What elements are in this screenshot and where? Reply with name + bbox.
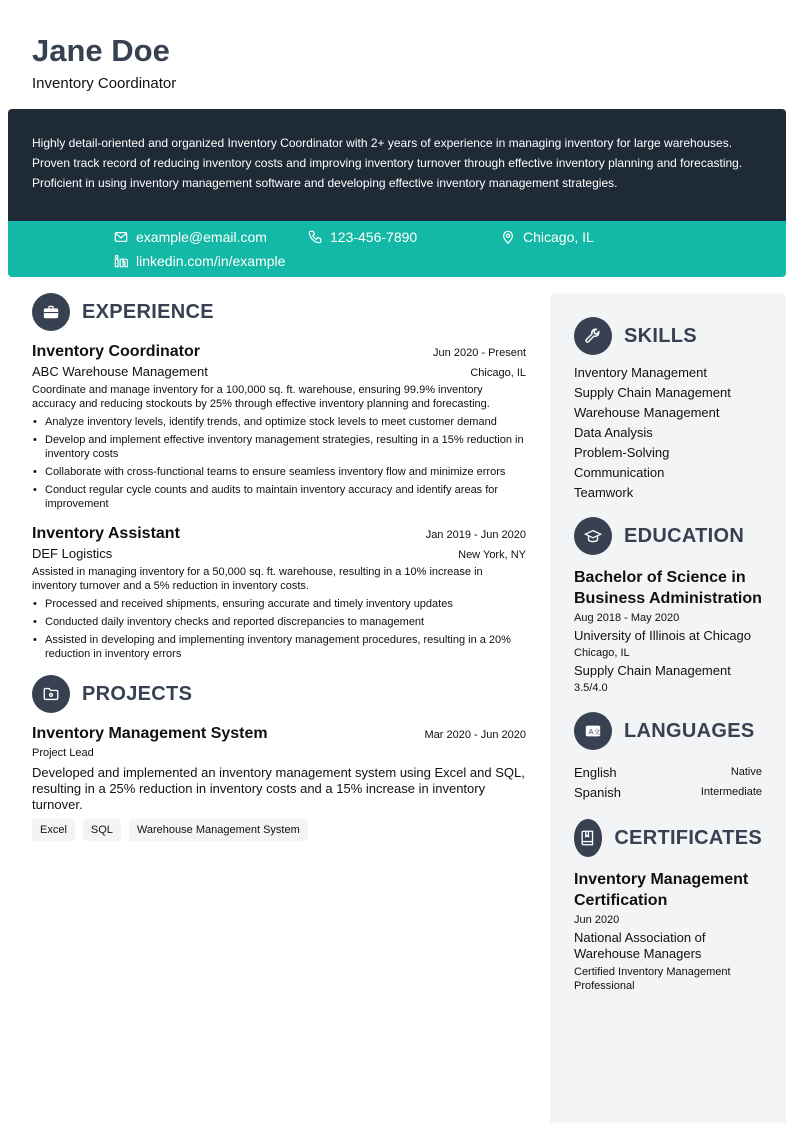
skill-item: Communication — [574, 465, 665, 480]
contact-email[interactable] — [114, 229, 267, 245]
svg-text:文: 文 — [593, 729, 601, 737]
education-major: Supply Chain Management — [574, 663, 731, 678]
job-bullet: • Processed and received shipments, ensuring accurate and timely inventory updates — [32, 597, 526, 611]
certificate-description: Certified Inventory Management Professional — [574, 966, 731, 992]
project-date: Mar 2020 - Jun 2020 — [424, 729, 526, 741]
folder-icon — [32, 675, 70, 713]
education-location: Chicago, IL — [574, 647, 630, 659]
education-gpa: 3.5/4.0 — [574, 682, 608, 694]
job-bullet: • Conducted daily inventory checks and reported discrepancies to management — [32, 615, 526, 629]
languages-title: LANGUAGES — [624, 719, 755, 742]
language-level: Native — [730, 766, 762, 778]
skills-header — [574, 317, 762, 355]
experience-header — [32, 293, 526, 331]
certificate-title: Inventory Management Certification — [574, 871, 749, 909]
language-row — [574, 782, 762, 802]
job-location: Chicago, IL — [470, 367, 526, 379]
project-tags — [32, 819, 526, 841]
projects-header — [32, 675, 526, 713]
phone-icon — [308, 230, 322, 244]
education-date: Aug 2018 - May 2020 — [574, 612, 680, 624]
certificate-issuer: National Association of Warehouse Managers — [574, 930, 706, 961]
svg-text:A: A — [588, 727, 594, 737]
job-bullet: • Conduct regular cycle counts and audits to maintain inventory accuracy and identify areas for improvement — [32, 483, 526, 511]
job-description: Assisted in managing inventory for a 50,000 sq. ft. warehouse, resulting in a 10% increase in inventory turnover and a 5% reduction in inventory costs. — [32, 566, 483, 592]
contact-bar — [8, 221, 786, 277]
sidebar-column — [550, 293, 786, 1123]
project-description: Developed and implemented an inventory management system using Excel and SQL, resulting in a 25% reduction in inventory costs and a 15% increase in inventory turnover. — [32, 765, 525, 812]
language-row — [574, 762, 762, 782]
email-text: example@email.com — [136, 229, 267, 245]
skill-item: Supply Chain Management — [574, 385, 731, 400]
certificate-entry — [574, 869, 762, 993]
language-name: Spanish — [574, 784, 621, 800]
summary-text: Highly detail-oriented and organized Inventory Coordinator with 2+ years of experience in managing inventory for large warehouses. Proven track record of reducing inventory costs and improving inventory turnover through effective inventory planning and forecasting. Proficient in using inventory management software and developing effective inventory management strategies. — [8, 109, 786, 221]
languages-list — [574, 762, 762, 802]
wrench-icon — [574, 317, 612, 355]
job-date: Jun 2020 - Present — [433, 347, 526, 359]
projects-title: PROJECTS — [82, 682, 193, 705]
job-bullet: • Assisted in developing and implementing inventory management procedures, resulting in a 20% reduction in inventory errors — [32, 633, 526, 661]
job-company: DEF Logistics — [32, 546, 113, 561]
phone-text: 123-456-7890 — [330, 229, 418, 245]
skill-item: Data Analysis — [574, 425, 653, 440]
summary-banner — [8, 109, 786, 277]
project-role: Project Lead — [32, 747, 94, 759]
main-column — [32, 293, 526, 841]
skill-item: Problem-Solving — [574, 445, 670, 460]
job-bullet: • Collaborate with cross-functional teams to ensure seamless inventory flow and minimize errors — [32, 465, 526, 479]
job-entry — [32, 343, 526, 511]
job-date: Jan 2019 - Jun 2020 — [425, 529, 526, 541]
linkedin-text: linkedin.com/in/example — [136, 253, 286, 269]
job-bullet: • Develop and implement effective inventory management strategies, resulting in a 15% reduction in inventory costs — [32, 433, 526, 461]
skill-item: Inventory Management — [574, 365, 707, 380]
briefcase-icon — [32, 293, 70, 331]
project-tag: Excel — [32, 819, 75, 841]
education-degree: Bachelor of Science in Business Administration — [574, 569, 762, 607]
job-title: Inventory Assistant — [32, 525, 180, 542]
project-title: Inventory Management System — [32, 725, 268, 742]
job-title: Inventory Coordinator — [32, 343, 201, 360]
skill-item: Teamwork — [574, 485, 634, 500]
certificates-header — [574, 819, 762, 857]
skill-item: Warehouse Management — [574, 405, 720, 420]
skills-list — [574, 363, 762, 503]
job-bullet: • Analyze inventory levels, identify trends, and optimize stock levels to meet customer demand — [32, 415, 526, 429]
language-level: Intermediate — [700, 786, 762, 798]
languages-header — [574, 712, 762, 750]
mail-icon — [114, 230, 128, 244]
linkedin-icon — [114, 254, 128, 268]
education-title: EDUCATION — [624, 524, 745, 547]
project-tag: Warehouse Management System — [129, 819, 308, 841]
certificates-title: CERTIFICATES — [614, 826, 762, 849]
skills-title: SKILLS — [624, 324, 697, 347]
translate-icon — [574, 712, 612, 750]
candidate-name: Jane Doe — [32, 33, 170, 68]
education-school: University of Illinois at Chicago — [574, 628, 752, 643]
job-description: Coordinate and manage inventory for a 100,000 sq. ft. warehouse, ensuring 99.9% inventory accuracy and reducing stockouts by 25% through effective inventory planning and forecasting. — [32, 384, 490, 410]
language-name: English — [574, 764, 617, 780]
map-pin-icon — [501, 230, 515, 244]
contact-phone[interactable] — [308, 229, 417, 245]
contact-linkedin[interactable] — [114, 253, 285, 269]
education-header — [574, 517, 762, 555]
contact-location — [501, 229, 594, 245]
job-entry — [32, 525, 526, 661]
graduation-cap-icon — [574, 517, 612, 555]
education-entry — [574, 567, 762, 694]
job-company: ABC Warehouse Management — [32, 364, 208, 379]
candidate-title: Inventory Coordinator — [32, 75, 177, 92]
location-text: Chicago, IL — [523, 229, 594, 245]
job-bullets — [32, 597, 526, 661]
certificate-date: Jun 2020 — [574, 914, 620, 926]
job-location: New York, NY — [458, 549, 526, 561]
project-tag: SQL — [83, 819, 121, 841]
book-icon — [574, 819, 602, 857]
experience-title: EXPERIENCE — [82, 300, 214, 323]
project-entry — [32, 725, 526, 841]
job-bullets — [32, 415, 526, 511]
